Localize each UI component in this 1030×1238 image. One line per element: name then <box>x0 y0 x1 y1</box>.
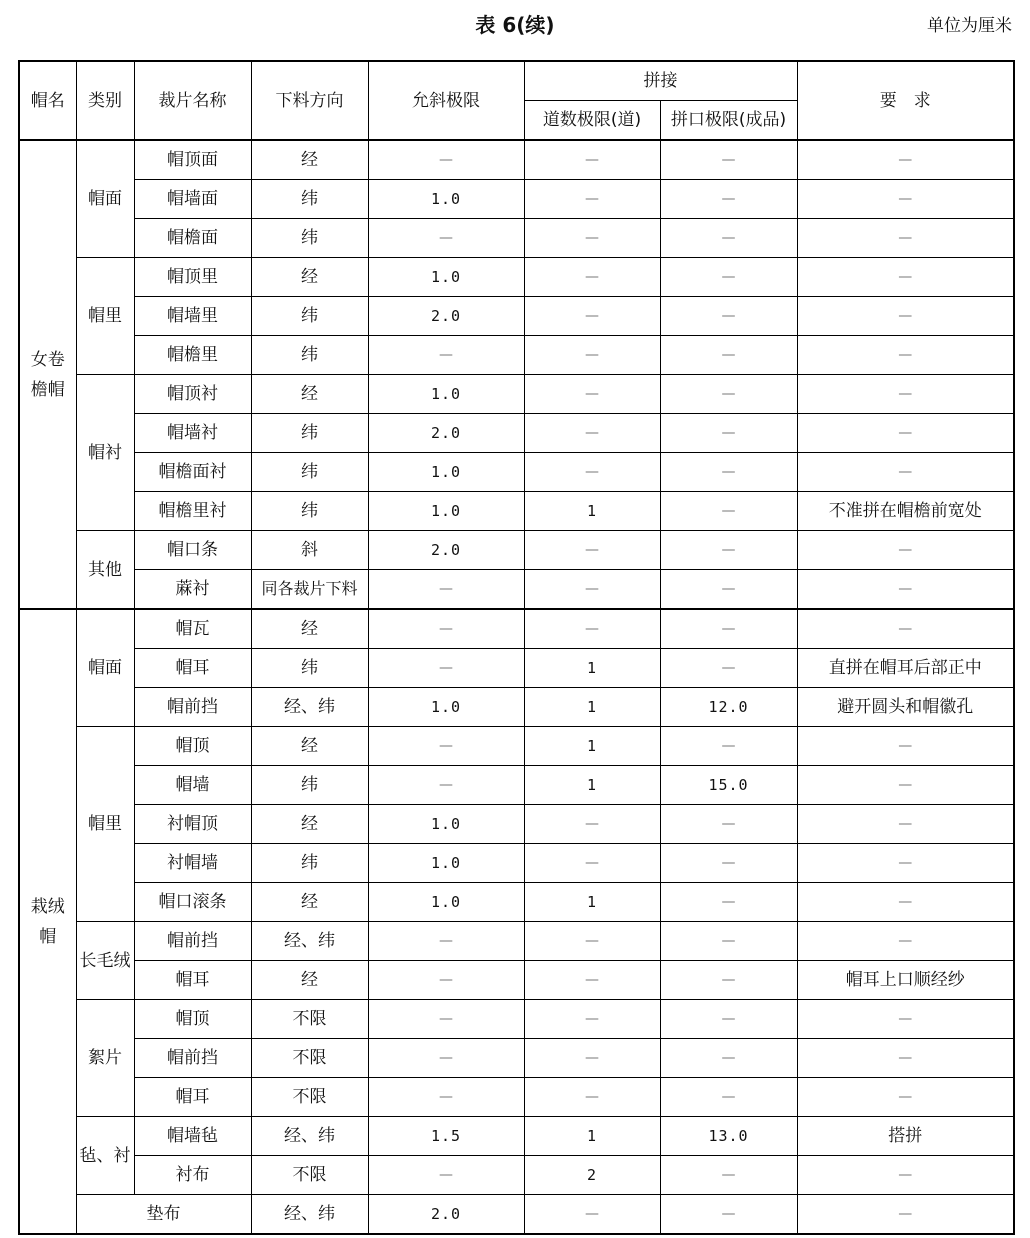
splice-count-cell: — <box>524 219 660 258</box>
table-row <box>19 258 1014 297</box>
piece-name-cell: 帽墙衬 <box>134 414 251 453</box>
cut-direction-cell: 纬 <box>251 180 368 219</box>
requirement-cell: 不准拼在帽檐前宽处 <box>797 492 1014 531</box>
requirement-cell: — <box>797 219 1014 258</box>
cut-direction-cell: 经、纬 <box>251 922 368 961</box>
skew-limit-cell: 1.0 <box>368 492 524 531</box>
table-row <box>19 609 1014 649</box>
requirement-cell: — <box>797 1078 1014 1117</box>
piece-name-cell: 衬帽墙 <box>134 844 251 883</box>
splice-length-cell: — <box>660 609 797 649</box>
hat-name-cell: 女卷檐帽 <box>19 140 76 609</box>
cut-direction-cell: 同各裁片下料 <box>251 570 368 610</box>
splice-count-cell: — <box>524 961 660 1000</box>
table-row <box>19 453 1014 492</box>
cut-direction-cell: 经 <box>251 609 368 649</box>
table-title: 表 6(续) <box>475 13 555 37</box>
splice-count-cell: 1 <box>524 766 660 805</box>
piece-name-cell: 帽墙 <box>134 766 251 805</box>
category-cell: 帽里 <box>76 727 134 922</box>
splice-length-cell: — <box>660 883 797 922</box>
splice-length-cell: — <box>660 1156 797 1195</box>
splice-length-cell: — <box>660 219 797 258</box>
table-row <box>19 1156 1014 1195</box>
cut-direction-cell: 经 <box>251 140 368 180</box>
category-cell: 帽面 <box>76 140 134 258</box>
cut-direction-cell: 不限 <box>251 1000 368 1039</box>
cut-direction-cell: 经、纬 <box>251 1117 368 1156</box>
table-row <box>19 961 1014 1000</box>
skew-limit-cell: 1.0 <box>368 883 524 922</box>
skew-limit-cell: — <box>368 219 524 258</box>
skew-limit-cell: — <box>368 609 524 649</box>
header-piece-name: 裁片名称 <box>134 61 251 140</box>
splice-length-cell: — <box>660 1195 797 1235</box>
splice-length-cell: — <box>660 180 797 219</box>
piece-name-cell: 帽耳 <box>134 649 251 688</box>
table-row <box>19 727 1014 766</box>
splice-count-cell: — <box>524 570 660 610</box>
cut-direction-cell: 经、纬 <box>251 688 368 727</box>
table-row <box>19 1039 1014 1078</box>
skew-limit-cell: 1.0 <box>368 688 524 727</box>
skew-limit-cell: 2.0 <box>368 1195 524 1235</box>
cut-direction-cell: 经、纬 <box>251 1195 368 1235</box>
splice-count-cell: — <box>524 1195 660 1235</box>
splice-length-cell: — <box>660 492 797 531</box>
piece-name-cell: 帽前挡 <box>134 1039 251 1078</box>
splice-length-cell: — <box>660 961 797 1000</box>
header-category: 类别 <box>76 61 134 140</box>
skew-limit-cell: — <box>368 140 524 180</box>
splice-length-cell: — <box>660 297 797 336</box>
splice-count-cell: — <box>524 922 660 961</box>
skew-limit-cell: 1.0 <box>368 453 524 492</box>
requirement-cell: — <box>797 453 1014 492</box>
piece-name-cell: 帽墙里 <box>134 297 251 336</box>
splice-count-cell: 2 <box>524 1156 660 1195</box>
splice-length-cell: — <box>660 453 797 492</box>
splice-count-cell: — <box>524 336 660 375</box>
requirement-cell: — <box>797 1039 1014 1078</box>
table-row <box>19 570 1014 610</box>
piece-name-cell: 帽墙面 <box>134 180 251 219</box>
cut-direction-cell: 纬 <box>251 414 368 453</box>
skew-limit-cell: — <box>368 570 524 610</box>
splice-count-cell: — <box>524 1078 660 1117</box>
cut-direction-cell: 纬 <box>251 492 368 531</box>
cut-direction-cell: 纬 <box>251 219 368 258</box>
skew-limit-cell: 1.0 <box>368 805 524 844</box>
piece-name-cell: 帽耳 <box>134 1078 251 1117</box>
requirement-cell: — <box>797 297 1014 336</box>
requirement-cell: — <box>797 258 1014 297</box>
requirement-cell: — <box>797 414 1014 453</box>
splice-count-cell: — <box>524 258 660 297</box>
skew-limit-cell: 2.0 <box>368 531 524 570</box>
splice-length-cell: — <box>660 375 797 414</box>
cut-direction-cell: 纬 <box>251 766 368 805</box>
piece-name-cell: 衬帽顶 <box>134 805 251 844</box>
cut-direction-cell: 经 <box>251 375 368 414</box>
header-cut-direction: 下料方向 <box>251 61 368 140</box>
requirement-cell: — <box>797 766 1014 805</box>
splice-count-cell: — <box>524 140 660 180</box>
skew-limit-cell: 1.0 <box>368 258 524 297</box>
table-row <box>19 883 1014 922</box>
requirement-cell: 帽耳上口顺经纱 <box>797 961 1014 1000</box>
hat-name-cell: 栽绒帽 <box>19 609 76 1234</box>
category-cell: 其他 <box>76 531 134 610</box>
splice-length-cell: 12.0 <box>660 688 797 727</box>
piece-name-cell: 帽顶面 <box>134 140 251 180</box>
category-cell: 毡、衬 <box>76 1117 134 1195</box>
splice-count-cell: — <box>524 297 660 336</box>
skew-limit-cell: — <box>368 961 524 1000</box>
skew-limit-cell: — <box>368 766 524 805</box>
requirement-cell: — <box>797 336 1014 375</box>
splice-count-cell: 1 <box>524 1117 660 1156</box>
category-cell: 帽面 <box>76 609 134 727</box>
piece-name-cell: 帽瓦 <box>134 609 251 649</box>
requirement-cell: — <box>797 805 1014 844</box>
requirement-cell: — <box>797 727 1014 766</box>
table-row <box>19 414 1014 453</box>
requirement-cell: — <box>797 531 1014 570</box>
cut-direction-cell: 斜 <box>251 531 368 570</box>
table-row <box>19 1195 1014 1235</box>
table-row <box>19 649 1014 688</box>
splice-length-cell: — <box>660 1078 797 1117</box>
splice-count-cell: — <box>524 375 660 414</box>
splice-count-cell: — <box>524 609 660 649</box>
category-cell: 长毛绒 <box>76 922 134 1000</box>
splice-length-cell: — <box>660 649 797 688</box>
cut-direction-cell: 经 <box>251 727 368 766</box>
requirement-cell: — <box>797 1195 1014 1235</box>
header-splice-length: 拼口极限(成品) <box>660 101 797 141</box>
skew-limit-cell: 1.0 <box>368 844 524 883</box>
cut-direction-cell: 纬 <box>251 649 368 688</box>
cut-direction-cell: 不限 <box>251 1078 368 1117</box>
splice-length-cell: — <box>660 336 797 375</box>
splice-length-cell: — <box>660 414 797 453</box>
table-row <box>19 1000 1014 1039</box>
piece-name-cell: 帽墙毡 <box>134 1117 251 1156</box>
splice-count-cell: — <box>524 844 660 883</box>
cut-direction-cell: 纬 <box>251 844 368 883</box>
table-row <box>19 336 1014 375</box>
splice-length-cell: — <box>660 1000 797 1039</box>
piece-name-cell: 帽檐面衬 <box>134 453 251 492</box>
splice-length-cell: — <box>660 140 797 180</box>
table-row <box>19 140 1014 180</box>
splice-count-cell: 1 <box>524 727 660 766</box>
piece-name-cell: 帽耳 <box>134 961 251 1000</box>
header-splice-count: 道数极限(道) <box>524 101 660 141</box>
header-hat-name: 帽名 <box>19 61 76 140</box>
splice-length-cell: — <box>660 805 797 844</box>
piece-name-cell: 帽檐面 <box>134 219 251 258</box>
cut-direction-cell: 经 <box>251 883 368 922</box>
table-row <box>19 375 1014 414</box>
header-splice: 拼接 <box>524 61 797 101</box>
piece-name-cell: 衬布 <box>134 1156 251 1195</box>
table-row <box>19 688 1014 727</box>
header-requirement: 要 求 <box>797 61 1014 140</box>
piece-name-cell: 帽顶 <box>134 727 251 766</box>
requirement-cell: — <box>797 1156 1014 1195</box>
splice-length-cell: — <box>660 844 797 883</box>
requirement-cell: 搭拼 <box>797 1117 1014 1156</box>
splice-count-cell: 1 <box>524 688 660 727</box>
skew-limit-cell: — <box>368 922 524 961</box>
header-skew-limit: 允斜极限 <box>368 61 524 140</box>
category-cell: 絮片 <box>76 1000 134 1117</box>
piece-name-cell: 帽顶 <box>134 1000 251 1039</box>
requirement-cell: — <box>797 180 1014 219</box>
requirement-cell: — <box>797 844 1014 883</box>
skew-limit-cell: 1.0 <box>368 375 524 414</box>
splice-length-cell: — <box>660 258 797 297</box>
skew-limit-cell: 1.5 <box>368 1117 524 1156</box>
splice-length-cell: 15.0 <box>660 766 797 805</box>
piece-name-cell: 帽檐里衬 <box>134 492 251 531</box>
table-row <box>19 844 1014 883</box>
skew-limit-cell: 2.0 <box>368 297 524 336</box>
skew-limit-cell: — <box>368 727 524 766</box>
skew-limit-cell: 1.0 <box>368 180 524 219</box>
piece-name-cell: 帽口条 <box>134 531 251 570</box>
cut-direction-cell: 不限 <box>251 1039 368 1078</box>
cut-direction-cell: 不限 <box>251 1156 368 1195</box>
table-row <box>19 1078 1014 1117</box>
splice-count-cell: — <box>524 453 660 492</box>
category-cell: 垫布 <box>76 1195 251 1235</box>
category-cell: 帽衬 <box>76 375 134 531</box>
requirement-cell: — <box>797 922 1014 961</box>
splice-count-cell: — <box>524 1000 660 1039</box>
table-row <box>19 180 1014 219</box>
table-row <box>19 805 1014 844</box>
unit-note: 单位为厘米 <box>927 16 1012 36</box>
requirement-cell: — <box>797 570 1014 610</box>
piece-name-cell: 帽顶里 <box>134 258 251 297</box>
splice-length-cell: — <box>660 1039 797 1078</box>
skew-limit-cell: — <box>368 649 524 688</box>
splice-count-cell: 1 <box>524 883 660 922</box>
cutting-spec-table <box>18 60 1015 1235</box>
piece-name-cell: 蔴衬 <box>134 570 251 610</box>
table-body <box>19 140 1014 1234</box>
cut-direction-cell: 纬 <box>251 336 368 375</box>
cut-direction-cell: 经 <box>251 961 368 1000</box>
requirement-cell: — <box>797 1000 1014 1039</box>
table-row <box>19 297 1014 336</box>
piece-name-cell: 帽顶衬 <box>134 375 251 414</box>
table-row <box>19 531 1014 570</box>
splice-count-cell: — <box>524 1039 660 1078</box>
table-row <box>19 492 1014 531</box>
category-cell: 帽里 <box>76 258 134 375</box>
splice-count-cell: — <box>524 531 660 570</box>
cut-direction-cell: 经 <box>251 805 368 844</box>
table-row <box>19 1117 1014 1156</box>
table-row <box>19 922 1014 961</box>
splice-count-cell: — <box>524 180 660 219</box>
cut-direction-cell: 经 <box>251 258 368 297</box>
requirement-cell: — <box>797 140 1014 180</box>
splice-length-cell: — <box>660 531 797 570</box>
skew-limit-cell: 2.0 <box>368 414 524 453</box>
splice-length-cell: — <box>660 727 797 766</box>
requirement-cell: — <box>797 883 1014 922</box>
requirement-cell: 避开圆头和帽徽孔 <box>797 688 1014 727</box>
skew-limit-cell: — <box>368 1078 524 1117</box>
skew-limit-cell: — <box>368 1156 524 1195</box>
splice-count-cell: 1 <box>524 492 660 531</box>
skew-limit-cell: — <box>368 1000 524 1039</box>
splice-count-cell: 1 <box>524 649 660 688</box>
requirement-cell: — <box>797 609 1014 649</box>
piece-name-cell: 帽前挡 <box>134 688 251 727</box>
table-row <box>19 219 1014 258</box>
cut-direction-cell: 纬 <box>251 297 368 336</box>
splice-count-cell: — <box>524 805 660 844</box>
requirement-cell: 直拼在帽耳后部正中 <box>797 649 1014 688</box>
piece-name-cell: 帽口滚条 <box>134 883 251 922</box>
skew-limit-cell: — <box>368 1039 524 1078</box>
splice-length-cell: — <box>660 570 797 610</box>
requirement-cell: — <box>797 375 1014 414</box>
splice-count-cell: — <box>524 414 660 453</box>
cut-direction-cell: 纬 <box>251 453 368 492</box>
piece-name-cell: 帽檐里 <box>134 336 251 375</box>
piece-name-cell: 帽前挡 <box>134 922 251 961</box>
splice-length-cell: — <box>660 922 797 961</box>
splice-length-cell: 13.0 <box>660 1117 797 1156</box>
skew-limit-cell: — <box>368 336 524 375</box>
table-row <box>19 766 1014 805</box>
